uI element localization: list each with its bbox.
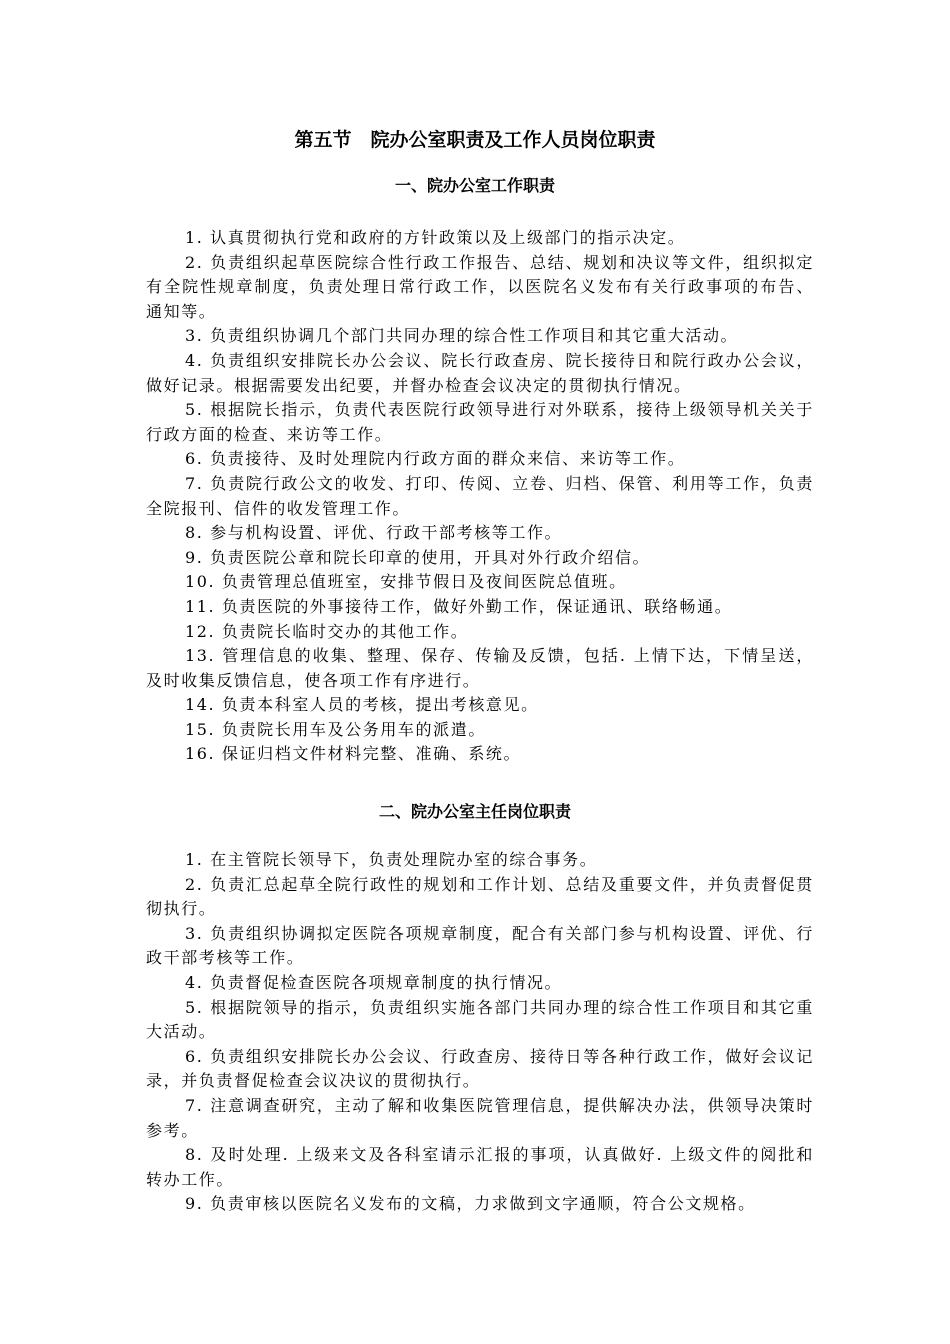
office-duties-list <box>146 226 814 767</box>
list-item: 8. 及时处理. 上级来文及各科室请示汇报的事项，认真做好. 上级文件的阅批和转办工作。 <box>146 1145 814 1189</box>
list-item: 5. 根据院长指示，负责代表医院行政领导进行对外联系，接待上级领导机关关于行政方面的检查、来访等工作。 <box>146 400 814 444</box>
list-item: 14. 负责本科室人员的考核，提出考核意见。 <box>185 695 539 715</box>
list-item: 4. 负责督促检查医院各项规章制度的执行情况。 <box>185 972 563 992</box>
list-item: 10. 负责管理总值班室，安排节假日及夜间医院总值班。 <box>185 572 627 592</box>
list-item: 4. 负责组织安排院长办公会议、院长行政查房、院长接待日和院行政办公会议，做好记录。根据需要发出纪要，并督办检查会议决定的贯彻执行情况。 <box>146 350 814 395</box>
page-title: 第五节 院办公室职责及工作人员岗位职责 <box>294 129 656 151</box>
section-heading-director-duties: 二、院办公室主任岗位职责 <box>378 802 571 821</box>
director-duties-list <box>146 848 814 1217</box>
section-heading-office-duties: 一、院办公室工作职责 <box>394 176 555 195</box>
list-item: 12. 负责院长临时交办的其他工作。 <box>185 621 469 641</box>
list-item: 8. 参与机构设置、评优、行政干部考核等工作。 <box>185 523 563 543</box>
list-item: 11. 负责医院的外事接待工作，做好外勤工作，保证通讯、联络畅通。 <box>185 596 733 616</box>
list-item: 9. 负责审核以医院名义发布的文稿，力求做到文字通顺，符合公文规格。 <box>185 1194 756 1214</box>
list-item: 7. 注意调查研究，主动了解和收集医院管理信息，提供解决办法，供领导决策时参考。 <box>146 1095 814 1140</box>
list-item: 6. 负责组织安排院长办公会议、行政查房、接待日等各种行政工作，做好会议记录，并负责督促检查会议决议的贯彻执行。 <box>146 1046 814 1091</box>
list-item: 2. 负责组织起草医院综合性行政工作报告、总结、规划和决议等文件，组织拟定有全院性规章制度，负责处理日常行政工作，以医院名义发布有关行政事项的布告、通知等。 <box>146 252 814 321</box>
list-item: 1. 在主管院长领导下，负责处理院办室的综合事务。 <box>185 850 598 869</box>
list-item: 3. 负责组织协调几个部门共同办理的综合性工作项目和其它重大活动。 <box>185 326 739 346</box>
list-item: 5. 根据院领导的指示，负责组织实施各部门共同办理的综合性工作项目和其它重大活动。 <box>146 997 814 1042</box>
list-item: 6. 负责接待、及时处理院内行政方面的群众来信、来访等工作。 <box>185 449 686 469</box>
list-item: 15. 负责院长用车及公务用车的派遣。 <box>185 719 486 739</box>
list-item: 3. 负责组织协调拟定医院各项规章制度，配合有关部门参与机构设置、评优、行政干部考核等工作。 <box>146 923 814 968</box>
list-item: 7. 负责院行政公文的收发、打印、传阅、立卷、归档、保管、利用等工作，负责全院报刊、信件的收发管理工作。 <box>146 473 814 518</box>
list-item: 13. 管理信息的收集、整理、保存、传输及反馈，包括. 上情下达，下情呈送，及时收集反馈信息，使各项工作有序进行。 <box>146 646 814 690</box>
list-item: 9. 负责医院公章和院长印章的使用，开具对外行政介绍信。 <box>185 547 651 567</box>
list-item: 2. 负责汇总起草全院行政性的规划和工作计划、总结及重要文件，并负责督促贯彻执行。 <box>146 874 814 919</box>
list-item: 16. 保证归档文件材料完整、准确、系统。 <box>185 744 522 764</box>
list-item: 1. 认真贯彻执行党和政府的方针政策以及上级部门的指示决定。 <box>185 228 686 247</box>
